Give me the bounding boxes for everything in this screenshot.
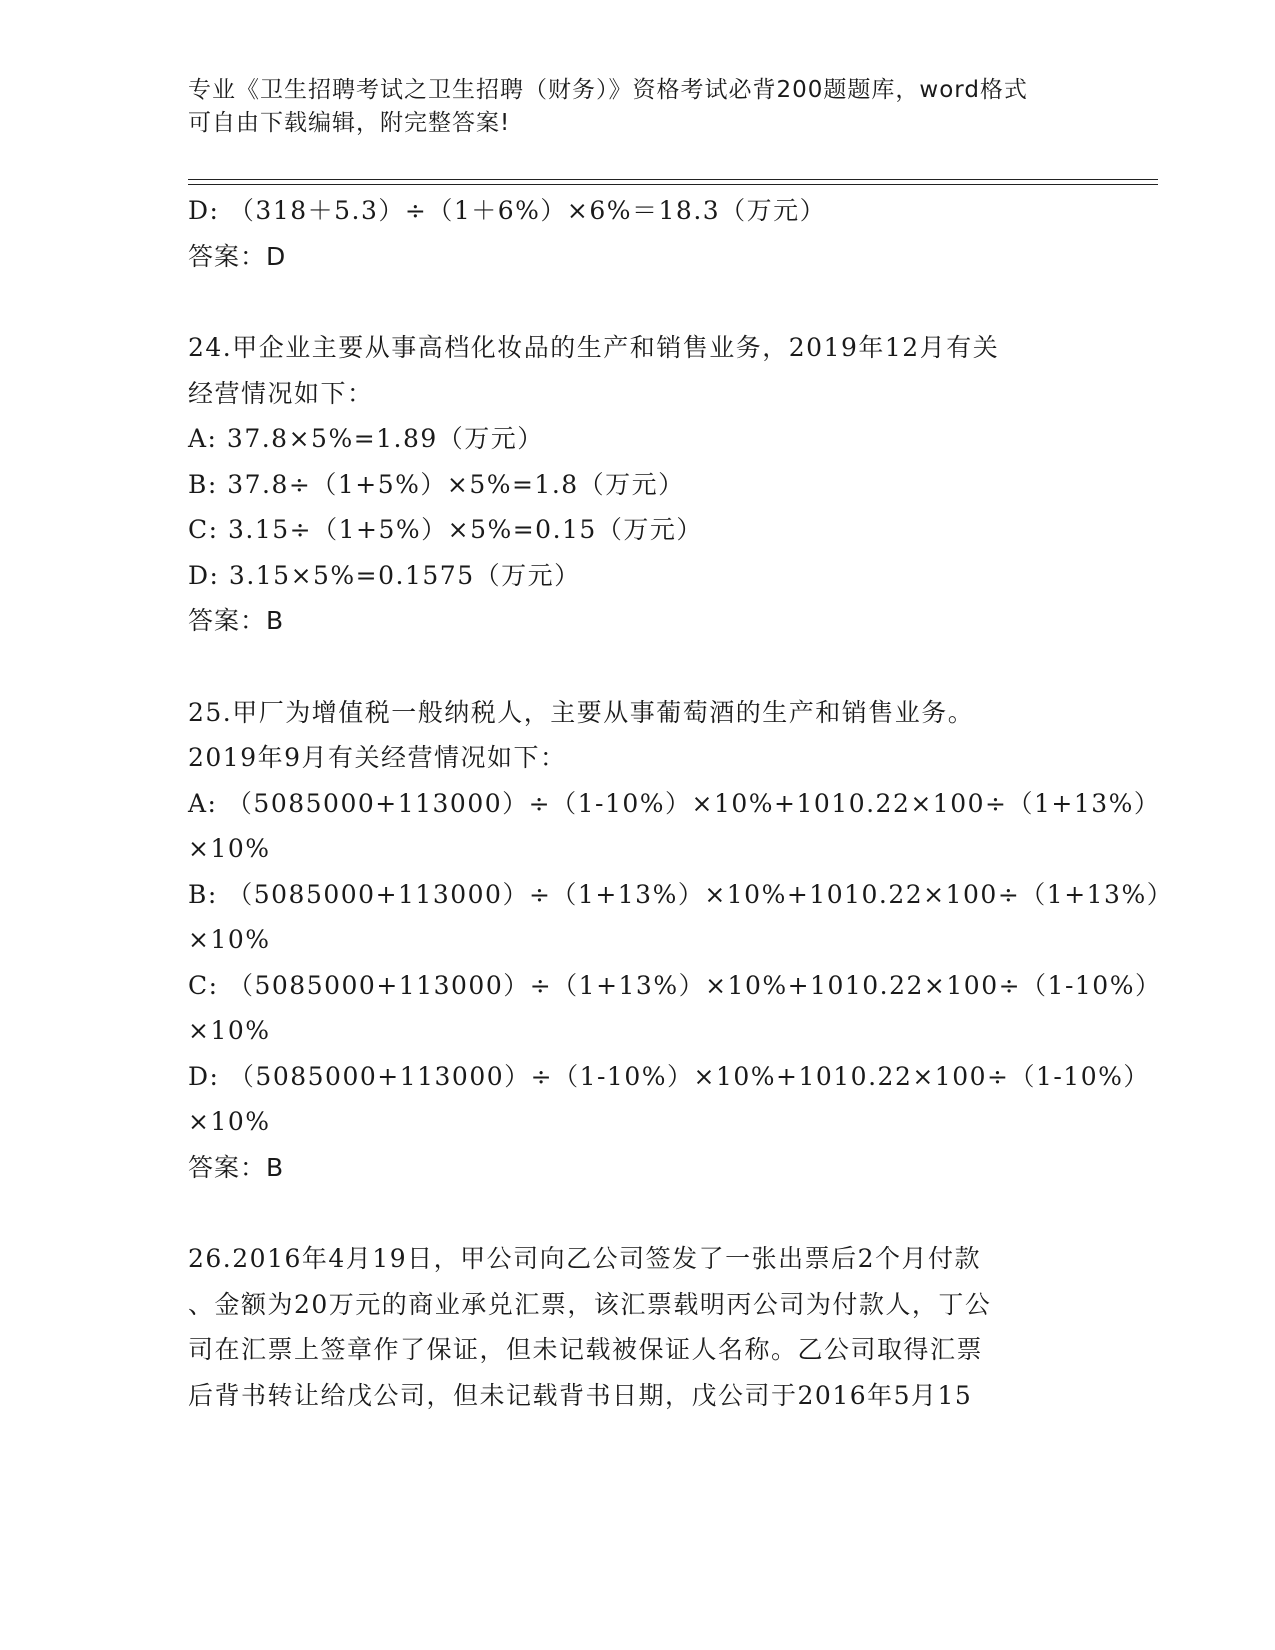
header-title-line-1: 专业《卫生招聘考试之卫生招聘（财务）》资格考试必背200题题库，word格式: [188, 77, 1028, 103]
header-divider-top: [188, 179, 1158, 180]
question-content: [188, 188, 1174, 1418]
q25-option-c-line-2: ×10%: [188, 1016, 271, 1045]
q25-option-c-line-1: C: （5085000+113000）÷（1+13%）×10%+1010.22×100÷（1-10%）: [188, 970, 1162, 1000]
q24-option-b: B: 37.8÷（1+5%）×5%=1.8（万元）: [188, 469, 685, 499]
q23-option-d: D: （318＋5.3）÷（1＋6%）×6%＝18.3（万元）: [188, 196, 827, 225]
q26-stem-line-2: 、金额为20万元的商业承兑汇票，该汇票载明丙公司为付款人，丁公: [188, 1289, 992, 1319]
q23-answer: 答案：D: [188, 241, 287, 271]
header-divider-bottom: [188, 184, 1158, 185]
q24-option-d: D: 3.15×5%=0.1575（万元）: [188, 560, 581, 590]
header-title-line-2: 可自由下载编辑，附完整答案!: [188, 110, 511, 136]
q25-option-d-line-2: ×10%: [188, 1107, 271, 1136]
q25-option-b-line-1: B: （5085000+113000）÷（1+13%）×10%+1010.22×100÷（1+13%）: [188, 879, 1174, 909]
spacer: [188, 1190, 1088, 1236]
q24-stem-line-1: 24.甲企业主要从事高档化妆品的生产和销售业务，2019年12月有关: [188, 333, 1000, 362]
q24-option-a: A: 37.8×5%=1.89（万元）: [188, 424, 544, 453]
question-26: [188, 1236, 1088, 1418]
q24-answer: 答案：B: [188, 606, 285, 635]
question-24: [188, 325, 1088, 644]
q25-option-a-line-1: A: （5085000+113000）÷（1-10%）×10%+1010.22×100÷（1+13%）: [188, 788, 1161, 818]
spacer: [188, 279, 1088, 325]
q24-option-c: C: 3.15÷（1+5%）×5%=0.15（万元）: [188, 515, 703, 544]
q25-option-d-line-1: D: （5085000+113000）÷（1-10%）×10%+1010.22×100÷（1-10%）: [188, 1061, 1150, 1091]
q26-stem-line-4: 后背书转让给戊公司，但未记载背书日期，戊公司于2016年5月15: [188, 1380, 973, 1410]
q25-option-a-line-2: ×10%: [188, 834, 271, 863]
document-header: [188, 74, 1068, 140]
q25-stem-line-1: 25.甲厂为增值税一般纳税人，主要从事葡萄酒的生产和销售业务。: [188, 697, 975, 727]
q26-stem-line-1: 26.2016年4月19日，甲公司向乙公司签发了一张出票后2个月付款: [188, 1244, 982, 1273]
q26-stem-line-3: 司在汇票上签章作了保证，但未记载被保证人名称。乙公司取得汇票: [188, 1335, 984, 1364]
q25-stem-line-2: 2019年9月有关经营情况如下：: [188, 743, 567, 772]
q25-option-b-line-2: ×10%: [188, 925, 271, 954]
question-25: [188, 690, 1174, 1191]
q25-answer: 答案：B: [188, 1152, 285, 1182]
spacer: [188, 644, 1088, 690]
q24-stem-line-2: 经营情况如下：: [188, 378, 374, 408]
question-23-tail: [188, 188, 1088, 279]
